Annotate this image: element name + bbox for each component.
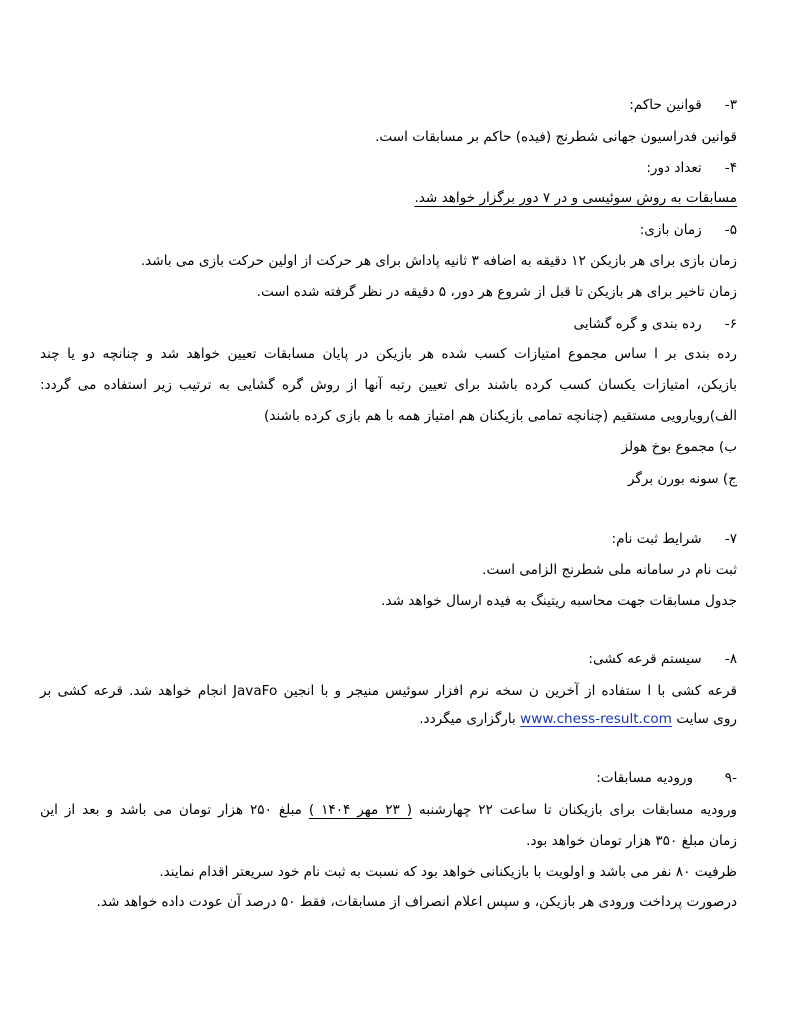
section-6-line-3: الف)رویارویی مستقیم (چنانچه تمامی بازیکنان هم امتیاز همه با هم بازی کرده باشند)	[264, 408, 737, 424]
section-5-heading	[640, 219, 737, 241]
section-9-number: -۹	[724, 770, 737, 786]
section-5-number: ۵-	[724, 222, 737, 238]
section-4-line-1	[40, 187, 737, 209]
registration-deadline-date: ( ۲۳ مهر ۱۴۰۴ )	[308, 802, 413, 818]
section-9-line-1	[40, 799, 737, 821]
section-4-text: مسابقات به روش سوئیسی و در ۷ دور برگزار خواهد شد.	[414, 190, 737, 206]
section-7-line-2: جدول مسابقات جهت محاسبه ریتینگ به فیده ارسال خواهد شد.	[381, 593, 737, 609]
section-9-line-2: زمان مبلغ ۳۵۰ هزار تومان خواهد بود.	[526, 833, 737, 849]
section-8-line-2-suffix: بارگزاری میگردد.	[419, 711, 516, 727]
section-3-line-1: قوانین فدراسیون جهانی شطرنج (فیده) حاکم بر مسابقات است.	[375, 129, 737, 145]
section-5-line-2: زمان تاخیر برای هر بازیکن تا قبل از شروع هر دور، ۵ دقیقه در نظر گرفته شده است.	[256, 284, 737, 300]
section-6-title: رده بندی و گره گشایی	[573, 316, 702, 332]
section-3-title: قوانین حاکم:	[629, 97, 702, 113]
section-6-line-5: ج) سونه بورن برگر	[627, 471, 737, 487]
section-5-title: زمان بازی:	[639, 222, 702, 238]
section-5-line-1: زمان بازی برای هر بازیکن ۱۲ دقیقه به اضافه ۳ ثانیه پاداش برای هر حرکت از اولین حرکت بازی می باشد.	[140, 253, 737, 269]
section-3-number: ۳-	[724, 97, 737, 113]
section-9-line-1-a: ورودیه مسابقات برای بازیکنان تا ساعت ۲۲ چهارشنبه	[419, 802, 737, 818]
section-8-heading	[588, 648, 737, 670]
section-4-heading	[646, 157, 737, 179]
section-8-number: ۸-	[724, 651, 737, 667]
section-9-line-3: ظرفیت ۸۰ نفر می باشد و اولویت با بازیکنانی خواهد بود که نسبت به ثبت نام خود سریعتر اقدام نمایند.	[159, 864, 737, 880]
section-8-line-1: قرعه کشی با ا ستفاده از آخرین ن سخه نرم افزار سوئیس منیجر و با انجین JavaFo انجام خواهد شد. قرعه کشی بر	[40, 683, 737, 699]
chess-result-link[interactable]: www.chess-result.com	[520, 711, 672, 727]
section-8-line-2-prefix: روی سایت	[676, 711, 737, 727]
section-6-line-1: رده بندی بر ا ساس مجموع امتیازات کسب شده هر بازیکن در پایان مسابقات تعیین خواهد شد و چنانچه دو یا چند	[40, 346, 737, 362]
section-9-line-1-b: مبلغ ۲۵۰ هزار تومان می باشد و بعد از این	[40, 802, 302, 818]
section-6-line-4: ب) مجموع بوخ هولز	[621, 439, 737, 455]
section-8-line-2	[40, 708, 737, 730]
section-6-heading	[574, 313, 738, 335]
section-6-line-2: بازیکن، امتیازات یکسان کسب کرده باشند برای تعیین رتبه آنها از روش گره گشایی به ترتیب زیر استفاده می گردد:	[40, 377, 737, 393]
section-4-title: تعداد دور:	[646, 160, 702, 176]
section-9-title: ورودیه مسابقات:	[596, 770, 694, 786]
section-9-line-4: درصورت پرداخت ورودی هر بازیکن، و سپس اعلام انصراف از مسابقات، فقط ۵۰ درصد آن عودت داده خواهد شد.	[96, 894, 737, 910]
section-8-title: سیستم قرعه کشی:	[588, 651, 702, 667]
section-7-title: شرایط ثبت نام:	[611, 531, 702, 547]
section-7-number: ۷-	[724, 531, 737, 547]
section-9-heading	[596, 767, 737, 789]
section-3-heading	[629, 94, 737, 116]
section-6-number: ۶-	[724, 316, 737, 332]
section-7-heading	[612, 528, 737, 550]
section-7-line-1: ثبت نام در سامانه ملی شطرنج الزامی است.	[482, 562, 737, 578]
section-4-number: ۴-	[724, 160, 737, 176]
